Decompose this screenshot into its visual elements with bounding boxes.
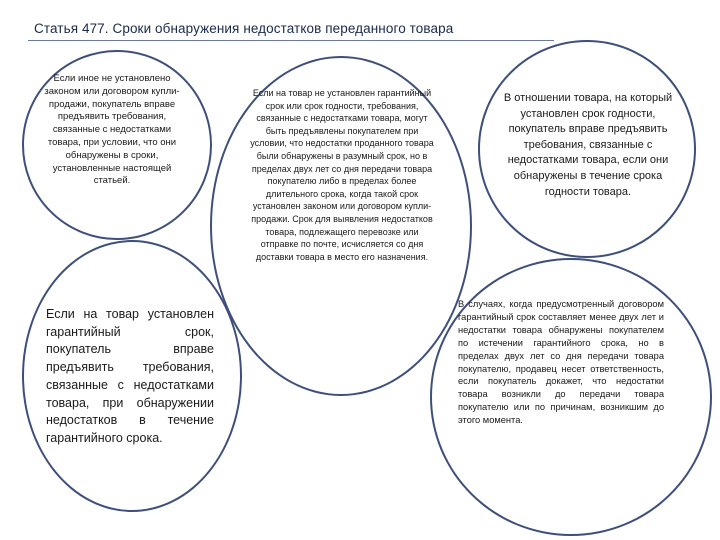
page-title: Статья 477. Сроки обнаружения недостатков переданного товара: [34, 21, 454, 36]
title-underline: [28, 40, 554, 41]
circle-top-right-text: В отношении товара, на который установлен срок годности, покупатель вправе предъявить требования, связанные с недостатками товара, если они обнаружены в течение срока годности товара.: [503, 92, 673, 198]
circle-bottom-left-text: Если на товар установлен гарантийный срок, покупатель вправе предъявить требования, связанные с недостатками товара, при обнаружении недостатков в течение гарантийного срока.: [46, 307, 214, 445]
circle-bottom-right-text: В случаях, когда предусмотренный договором гарантийный срок составляет менее двух лет и недостатки товара обнаружены покупателем по истечении гарантийного срока, но в пределах двух лет со дня передачи товара покупателю, продавец несет ответственность, если покупатель докажет, что недостатки товара возникли до передачи товара покупателю или по причинам, возникшим до этого момента.: [458, 299, 664, 426]
circle-top-left-text: Если иное не установлено законом или договором купли-продажи, покупатель вправе предъявить требования, связанные с недостатками товара, при условии, что они обнаружены в сроки, установленные настоящей статьей.: [44, 73, 180, 187]
circle-center-text: Если на товар не установлен гарантийный срок или срок годности, требования, связанные с недостатками товара, могут быть предъявлены покупателем при условии, что недостатки проданного товара были обнаружены в разумный срок, но в пределах двух лет со дня передачи товара покупателю либо в пределах более длительного срока, когда такой срок установлен законом или договором купли-продажи. Срок для выявления недостатков товара, подлежащего перевозке или отправке по почте, исчисляется со дня доставки товара в место его назначения.: [250, 88, 434, 262]
